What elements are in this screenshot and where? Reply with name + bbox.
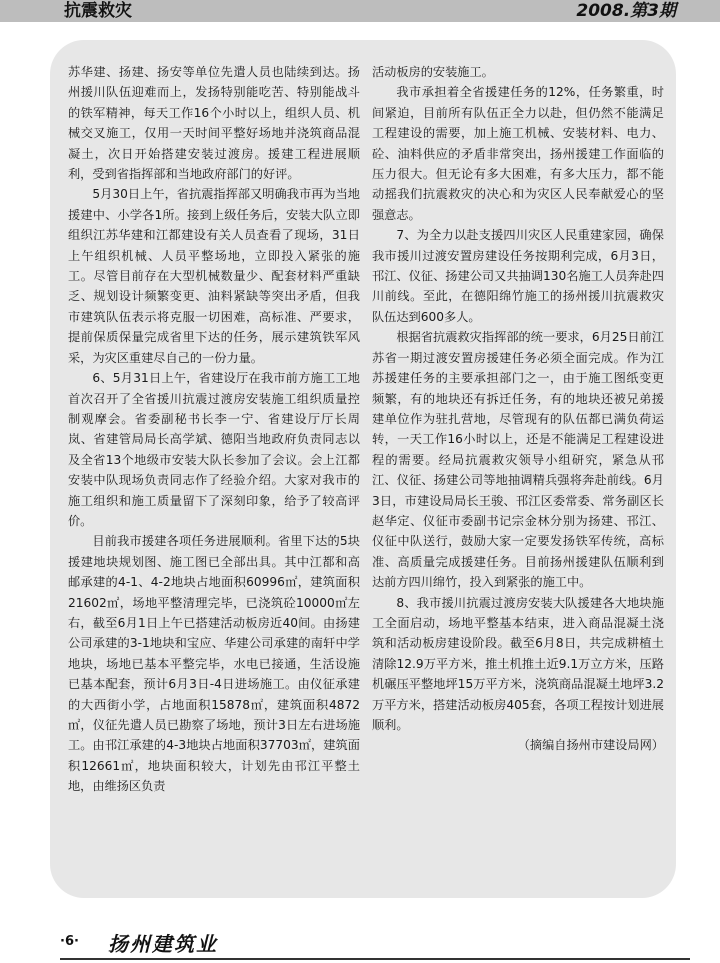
source-note: （摘编自扬州市建设局网） (517, 738, 664, 753)
left-column (68, 62, 360, 797)
footer-divider (60, 958, 690, 960)
paragraph: 6、5月31日上午，省建设厅在我市前方施工工地首次召开了全省援川抗震过渡房安装施工组织质量控制观摩会。省委副秘书长李一宁、省建设厅厅长周岚、省建管局局长高学斌、德阳当地政府负责同志以及全省13个地级市安装大队长参加了会议。会上江都安装中队现场负责同志作了经验介绍。大家对我市的施工组织和施工质量留下了深刻印象，给予了较高评价。 (68, 371, 360, 528)
paragraph: 我市承担着全省援建任务的12%，任务繁重，时间紧迫，目前所有队伍正全力以赴，但仍然不能满足工程建设的需要，加上施工机械、安装材料、电力、砼、油料供应的矛盾非常突出，扬州援建工作面临的压力很大。但无论有多大困难，有多大压力，都不能动摇我们抗震救灾的决心和为灾区人民奉献爱心的坚强意志。 (372, 85, 664, 222)
issue-number: 2008.第3期 (576, 1, 676, 21)
page-header (0, 0, 720, 22)
paragraph: 苏华建、扬建、扬安等单位先遣人员也陆续到达。扬州援川队伍迎难而上，发扬特别能吃苦、特别能战斗的铁军精神，每天工作16个小时以上，组织人员、机械交叉施工，仅用一天时间平整好场地并浇筑商品混凝土，次日开始搭建安装过渡房。援建工程进展顺利，受到省指挥部和当地政府部门的好评。 (68, 65, 360, 182)
magazine-logo: 扬州建筑业 (108, 932, 218, 956)
paragraph: 目前我市援建各项任务进展顺利。省里下达的5块援建地块规划图、施工图已全部出具。其中江都和高邮承建的4-1、4-2地块占地面积60996㎡，建筑面积21602㎡，场地平整清理完毕，已浇筑砼10000㎡左右，截至6月1日上午已搭建活动板房近40间。由扬建公司承建的3-1地块和宝应、华建公司承建的南轩中学地块，场地已基本平整完毕，水电已接通，生活设施已基本配套，预计6月3日-4日进场施工。由仪征承建的大西街小学，占地面积15878㎡，建筑面积4872㎡，仪征先遣人员已勘察了场地，预计3日左右进场施工。由邗江承建的4-3地块占地面积37703㎡，建筑面积12661㎡，地块面积较大，计划先由邗江平整土地，由维扬区负责 (68, 534, 360, 794)
page-number: ·6· (60, 934, 79, 949)
right-column (372, 62, 664, 756)
section-title: 抗震救灾 (64, 1, 132, 21)
paragraph: 根据省抗震救灾指挥部的统一要求，6月25日前江苏省一期过渡安置房援建任务必须全面完成。作为江苏援建任务的主要承担部门之一，由于施工图纸变更频繁，有的地块还有拆迁任务，有的地块还被兄弟援建单位作为驻扎营地，尽管现有的队伍都已满负荷运转，一天工作16小时以上，还是不能满足工程建设进程的需要。经局抗震救灾领导小组研究，紧急从邗江、仪征、扬建公司等地抽调精兵强将奔赴前线。6月3日，市建设局局长王骏、邗江区委常委、常务副区长赵华定、仪征市委副书记宗金林分别为扬建、邗江、仪征中队送行，鼓励大家一定要发扬铁军传统，高标准、高质量完成援建任务。目前扬州援建队伍顺利到达前方四川绵竹，投入到紧张的施工中。 (372, 330, 664, 590)
paragraph: 活动板房的安装施工。 (372, 65, 494, 79)
paragraph: 8、我市援川抗震过渡房安装大队援建各大地块施工全面启动，场地平整基本结束，进入商品混凝土浇筑和活动板房建设阶段。截至6月8日，共完成耕植土清除12.9万平方米，推土机推土近9.1万立方米，压路机碾压平整地坪15万平方米，浇筑商品混凝土地坪3.2万平方米，搭建活动板房405套，各项工程按计划进展顺利。 (372, 595, 664, 732)
paragraph: 7、为全力以赴支援四川灾区人民重建家园，确保我市援川过渡安置房建设任务按期利完成，6月3日，邗江、仪征、扬建公司又共抽调130名施工人员奔赴四川前线。至此，在德阳绵竹施工的扬州援川抗震救灾队伍达到600多人。 (372, 228, 664, 324)
paragraph: 5月30日上午，省抗震指挥部又明确我市再为当地援建中、小学各1所。接到上级任务后，安装大队立即组织江苏华建和江都建设有关人员查看了现场，31日上午组织机械、人员平整场地，立即投入紧张的施工。尽管目前存在大型机械数量少、配套材料严重缺乏、规划设计频繁变更、油料紧缺等突出矛盾，但我市建筑队伍表示将克服一切困难，高标准、严要求，提前保质保量完成省里下达的任务，展示建筑铁军风采，为灾区重建尽自己的一份力量。 (68, 187, 360, 365)
